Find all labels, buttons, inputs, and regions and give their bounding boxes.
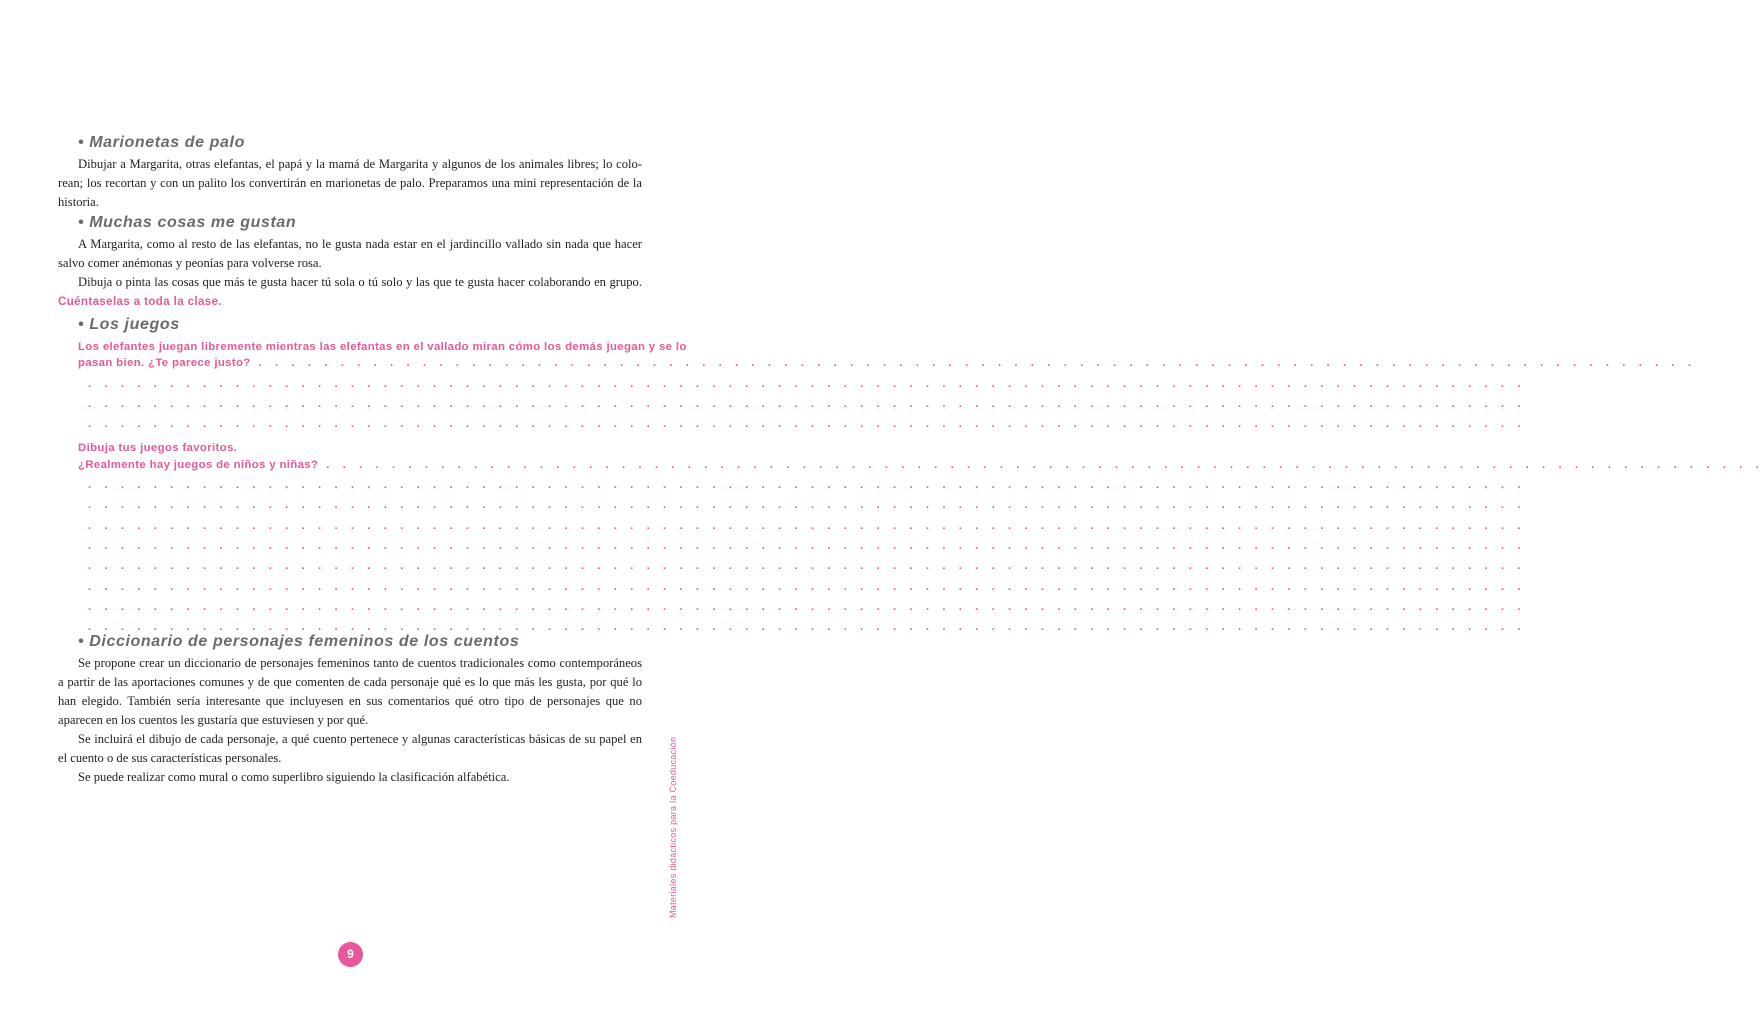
- answer-dots[interactable]: . . . . . . . . . . . . . . . . . . . . . . . . . . . . . . . . . . . . . . . . . . . . . . . . . . . . . . . . . . . . . . . . . . . . . . . . . . . . . . . . . . . . . . . .: [88, 560, 1526, 573]
- answer-dots[interactable]: . . . . . . . . . . . . . . . . . . . . . . . . . . . . . . . . . . . . . . . . . . . . . . . . . . . . . . . . . . . . . . . . . . . . . . . . . . . . . . . . . . . . . . . .: [258, 357, 1697, 370]
- answer-line[interactable]: [78, 377, 1526, 398]
- answer-dots[interactable]: . . . . . . . . . . . . . . . . . . . . . . . . . . . . . . . . . . . . . . . . . . . . . . . . . . . . . . . . . . . . . . . . . . . . . . . . . . . . . . . . . . . . . . . .: [88, 418, 1526, 431]
- answer-dots[interactable]: . . . . . . . . . . . . . . . . . . . . . . . . . . . . . . . . . . . . . . . . . . . . . . . . . . . . . . . . . . . . . . . . . . . . . . . . . . . . . . . . . . . . . . . .: [88, 377, 1526, 390]
- paragraph-marionetas: Dibujar a Margarita, otras elefantas, el papá y la mamá de Margarita y algunos de los animales libres; lo colorean; los recortan y con un palito los convertirán en marionetas de palo. Preparamos una mini representación de la historia.: [58, 157, 642, 209]
- juegos-question-line4-text: ¿Realmente hay juegos de niños y niñas?: [78, 458, 319, 471]
- answer-dots[interactable]: . . . . . . . . . . . . . . . . . . . . . . . . . . . . . . . . . . . . . . . . . . . . . . . . . . . . . . . . . . . . . . . . . . . . . . . . . . . . . . . . . . . . . . . .: [88, 397, 1526, 410]
- juegos-question-line4: [78, 458, 1764, 479]
- side-series-label: Materiales didácticos para la Coeducación: [668, 736, 678, 918]
- answer-dots[interactable]: . . . . . . . . . . . . . . . . . . . . . . . . . . . . . . . . . . . . . . . . . . . . . . . . . . . . . . . . . . . . . . . . . . . . . . . . . . . . . . . . . . . . . . . .: [88, 519, 1526, 532]
- juegos-question-line1: Los elefantes juegan libremente mientras las elefantas en el vallado miran cómo los demás juegan y se lo: [78, 341, 687, 353]
- answer-dots[interactable]: . . . . . . . . . . . . . . . . . . . . . . . . . . . . . . . . . . . . . . . . . . . . . . . . . . . . . . . . . . . . . . . . . . . . . . . . . . . . . . . . . . . . . . . .: [88, 539, 1526, 552]
- answer-line[interactable]: [78, 418, 1526, 438]
- answer-dots[interactable]: . . . . . . . . . . . . . . . . . . . . . . . . . . . . . . . . . . . . . . . . . . . . . . . . . . . . . . . . . . . . . . . . . . . . . . . . . . . . . . . . . . . . . . . .: [88, 499, 1526, 512]
- heading-muchas-cosas: • Muchas cosas me gustan: [78, 214, 297, 231]
- section-diccionario: [58, 633, 642, 787]
- answer-dots[interactable]: . . . . . . . . . . . . . . . . . . . . . . . . . . . . . . . . . . . . . . . . . . . . . . . . . . . . . . . . . . . . . . . . . . . . . . . . . . . . . . . . . . . . . . . .: [88, 600, 1526, 613]
- juegos-question-line2: [78, 357, 1697, 377]
- answer-line[interactable]: [78, 397, 1526, 418]
- answer-dots[interactable]: . . . . . . . . . . . . . . . . . . . . . . . . . . . . . . . . . . . . . . . . . . . . . . . . . . . . . . . . . . . . . . . . . . . . . . . . . . . . . . . . . . . . . . . .: [326, 458, 1764, 471]
- heading-diccionario: • Diccionario de personajes femeninos de los cuentos: [78, 633, 520, 650]
- juegos-worksheet: [58, 337, 1764, 641]
- paragraph-diccionario-1: Se propone crear un diccionario de personajes femeninos tanto de cuentos tradicionales como contemporáneos a partir de las aportaciones comunes y de que comenten de cada personaje qué es lo que más les gusta, por qué lo han elegido. También sería interesante que incluyesen en sus comentarios qué otro tipo de personajes que no aparecen en los cuentos les gustaría que estuviesen y por qué.: [58, 656, 642, 727]
- section-muchas-cosas: [58, 214, 642, 312]
- heading-marionetas: • Marionetas de palo: [78, 134, 245, 151]
- section-marionetas: [58, 134, 642, 212]
- section-juegos: [58, 316, 1764, 641]
- paragraph-diccionario-3: Se puede realizar como mural o como superlibro siguiendo la clasificación alfabética.: [78, 770, 510, 784]
- juegos-draw-instruction: Dibuja tus juegos favoritos.: [78, 442, 238, 455]
- heading-juegos: • Los juegos: [78, 316, 180, 333]
- answer-line[interactable]: [78, 539, 1526, 560]
- answer-line[interactable]: [78, 580, 1526, 601]
- answer-dots[interactable]: . . . . . . . . . . . . . . . . . . . . . . . . . . . . . . . . . . . . . . . . . . . . . . . . . . . . . . . . . . . . . . . . . . . . . . . . . . . . . . . . . . . . . . . .: [88, 621, 1526, 634]
- answer-dots[interactable]: . . . . . . . . . . . . . . . . . . . . . . . . . . . . . . . . . . . . . . . . . . . . . . . . . . . . . . . . . . . . . . . . . . . . . . . . . . . . . . . . . . . . . . . .: [88, 580, 1526, 593]
- paragraph-diccionario-2: Se incluirá el dibujo de cada personaje, a qué cuento pertenece y algunas características básicas de su papel en el cuento o de sus características personales.: [58, 732, 642, 765]
- page-number-badge: 9: [338, 942, 363, 967]
- answer-line[interactable]: [78, 499, 1526, 519]
- cuentaselas-highlight: Cuéntaselas a toda la clase.: [58, 296, 222, 308]
- paragraph-muchas-2: [58, 273, 642, 312]
- juegos-question-line2-text: pasan bien. ¿Te parece justo?: [78, 357, 251, 370]
- paragraph-muchas-2-text: Dibuja o pinta las cosas que más te gusta hacer tú sola o tú solo y las que te gusta hacer colaborando en grupo.: [78, 275, 642, 289]
- answer-dots[interactable]: . . . . . . . . . . . . . . . . . . . . . . . . . . . . . . . . . . . . . . . . . . . . . . . . . . . . . . . . . . . . . . . . . . . . . . . . . . . . . . . . . . . . . . . .: [88, 479, 1526, 492]
- paragraph-muchas-1: A Margarita, como al resto de las elefantas, no le gusta nada estar en el jardincillo vallado sin nada que hacer salvo comer anémonas y peonías para volverse rosa.: [58, 237, 642, 270]
- answer-line[interactable]: [78, 600, 1526, 621]
- answer-line[interactable]: [78, 560, 1526, 580]
- answer-line[interactable]: [78, 519, 1526, 540]
- answer-line[interactable]: [78, 479, 1526, 499]
